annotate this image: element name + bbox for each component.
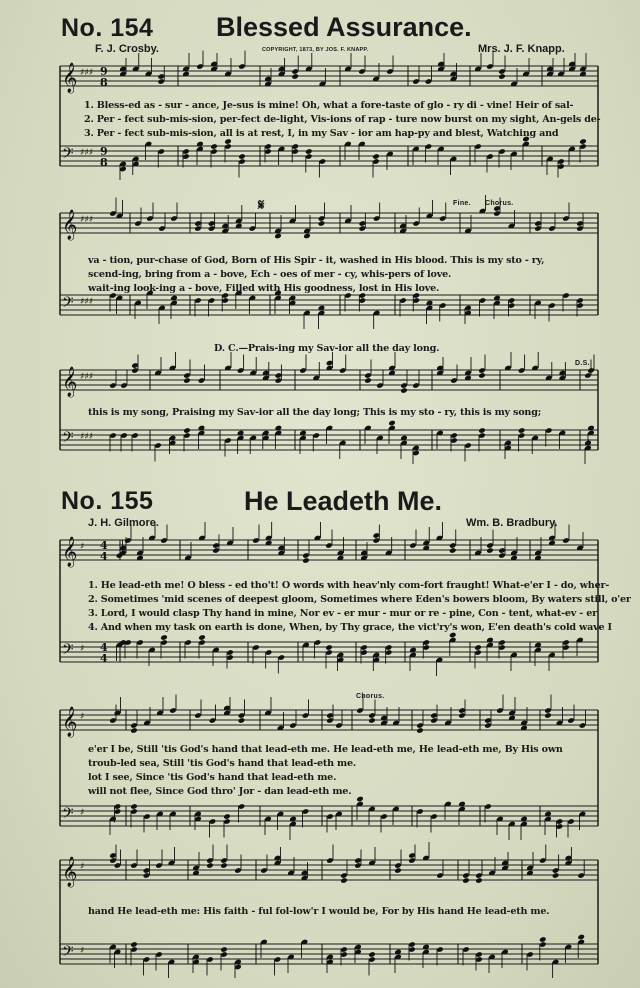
- fine-mark: Fine.: [453, 200, 471, 207]
- lyric-line: 3. Lord, I would clasp Thy hand in mine, Nor ev - er mur - mur or re - pine, Con - tent, what-ev - er: [88, 608, 597, 619]
- lyric-line: 2. Per - fect sub-mis-sion, per-fect de-light, Vis-ions of rap - ture now burst on my sight, An-gels de-: [84, 114, 601, 125]
- svg-text:𝄞: 𝄞: [62, 537, 78, 567]
- hymn-number: No. 155: [61, 487, 154, 515]
- lyric-line: lot I see, Since 'tis God's hand that lead-eth me.: [88, 772, 337, 783]
- svg-text:8: 8: [100, 156, 108, 169]
- svg-text:𝄢: 𝄢: [62, 943, 74, 964]
- lyric-line: wait-ing look-ing a - bove, Filled with His goodness, lost in His love.: [88, 283, 440, 294]
- svg-text:♯♯♯: ♯♯♯: [80, 432, 94, 442]
- svg-text:𝄢: 𝄢: [62, 641, 74, 662]
- svg-text:𝄢: 𝄢: [62, 805, 74, 826]
- lyric-line: scend-ing, bring from a - bove, Ech - oes of mer - cy, whis-pers of love.: [88, 269, 452, 280]
- svg-text:♯♯♯: ♯♯♯: [80, 372, 94, 382]
- composer-credit: Mrs. J. F. Knapp.: [478, 43, 565, 55]
- hymn-title: Blessed Assurance.: [216, 12, 472, 42]
- chorus-mark: Chorus.: [485, 200, 514, 207]
- copyright-notice: COPYRIGHT, 1873, BY JOS. F. KNAPP.: [262, 47, 369, 53]
- dc-instruction: D. C.—Prais-ing my Sav-ior all the day long.: [214, 343, 440, 354]
- svg-text:♯♯♯: ♯♯♯: [80, 68, 94, 78]
- svg-text:♯: ♯: [80, 712, 85, 722]
- svg-text:♯♯♯: ♯♯♯: [80, 297, 94, 307]
- music-system: [60, 366, 600, 470]
- svg-text:8: 8: [100, 76, 108, 89]
- music-system: [60, 532, 600, 682]
- svg-text:♯: ♯: [80, 946, 85, 956]
- lyricist-credit: F. J. Crosby.: [95, 43, 159, 55]
- svg-text:♯♯♯: ♯♯♯: [80, 215, 94, 225]
- svg-text:4: 4: [100, 641, 108, 654]
- hymn-number: No. 154: [61, 14, 154, 42]
- ds-mark: D.S.: [575, 360, 590, 367]
- lyric-line: e'er I be, Still 'tis God's hand that lead-eth me. He lead-eth me, He lead-eth me, By His own: [88, 744, 563, 755]
- lyric-line: hand He lead-eth me: His faith - ful fol-low'r I would be, For by His hand He lead-eth me.: [88, 906, 550, 917]
- svg-text:𝄞: 𝄞: [62, 707, 78, 737]
- svg-text:♯♯♯: ♯♯♯: [80, 148, 94, 158]
- svg-text:9: 9: [100, 145, 108, 158]
- lyric-line: 1. He lead-eth me! O bless - ed tho't! O words with heav'nly com-fort fraught! What-e'er I - do, wher-: [88, 580, 610, 591]
- svg-text:𝄞: 𝄞: [62, 210, 78, 240]
- svg-text:♯: ♯: [80, 808, 85, 818]
- svg-text:𝄞: 𝄞: [62, 63, 78, 93]
- segno-sign: 𝄋: [258, 196, 265, 214]
- svg-text:♯: ♯: [80, 644, 85, 654]
- svg-text:4: 4: [100, 652, 108, 665]
- lyric-line: 1. Bless-ed as - sur - ance, Je-sus is mine! Oh, what a fore-taste of glo - ry di - vine! Heir of sal-: [84, 100, 574, 111]
- svg-text:♯: ♯: [80, 542, 85, 552]
- hymn-title: He Leadeth Me.: [244, 486, 443, 516]
- composer-credit: Wm. B. Bradbury.: [466, 517, 558, 529]
- chorus-mark: Chorus.: [356, 693, 385, 700]
- lyricist-credit: J. H. Gilmore.: [88, 517, 159, 529]
- svg-text:9: 9: [100, 65, 108, 78]
- svg-text:𝄢: 𝄢: [62, 294, 74, 315]
- lyric-line: 4. And when my task on earth is done, When, by Thy grace, the vict'ry's won, E'en death's cold wave I: [88, 622, 612, 633]
- lyric-line: this is my song, Praising my Sav-ior all the day long; This is my sto - ry, this is my song;: [88, 407, 542, 418]
- svg-text:𝄞: 𝄞: [62, 367, 78, 397]
- svg-text:4: 4: [100, 539, 108, 552]
- svg-text:♯: ♯: [80, 862, 85, 872]
- svg-text:𝄢: 𝄢: [62, 145, 74, 166]
- lyric-line: will not flee, Since God thro' Jor - dan lead-eth me.: [88, 786, 352, 797]
- svg-text:𝄞: 𝄞: [62, 857, 78, 887]
- svg-text:4: 4: [100, 550, 108, 563]
- lyric-line: 3. Per - fect sub-mis-sion, all is at rest, I, in my Sav - ior am hap-py and blest, Watching and: [84, 128, 559, 139]
- lyric-line: troub-led sea, Still 'tis God's hand that lead-eth me.: [88, 758, 357, 769]
- lyric-line: 2. Sometimes 'mid scenes of deepest gloom, Sometimes where Eden's bowers bloom, By waters still, o'er: [88, 594, 631, 605]
- lyric-line: va - tion, pur-chase of God, Born of His Spir - it, washed in His blood. This is my sto - ry,: [88, 255, 545, 266]
- svg-text:𝄢: 𝄢: [62, 429, 74, 450]
